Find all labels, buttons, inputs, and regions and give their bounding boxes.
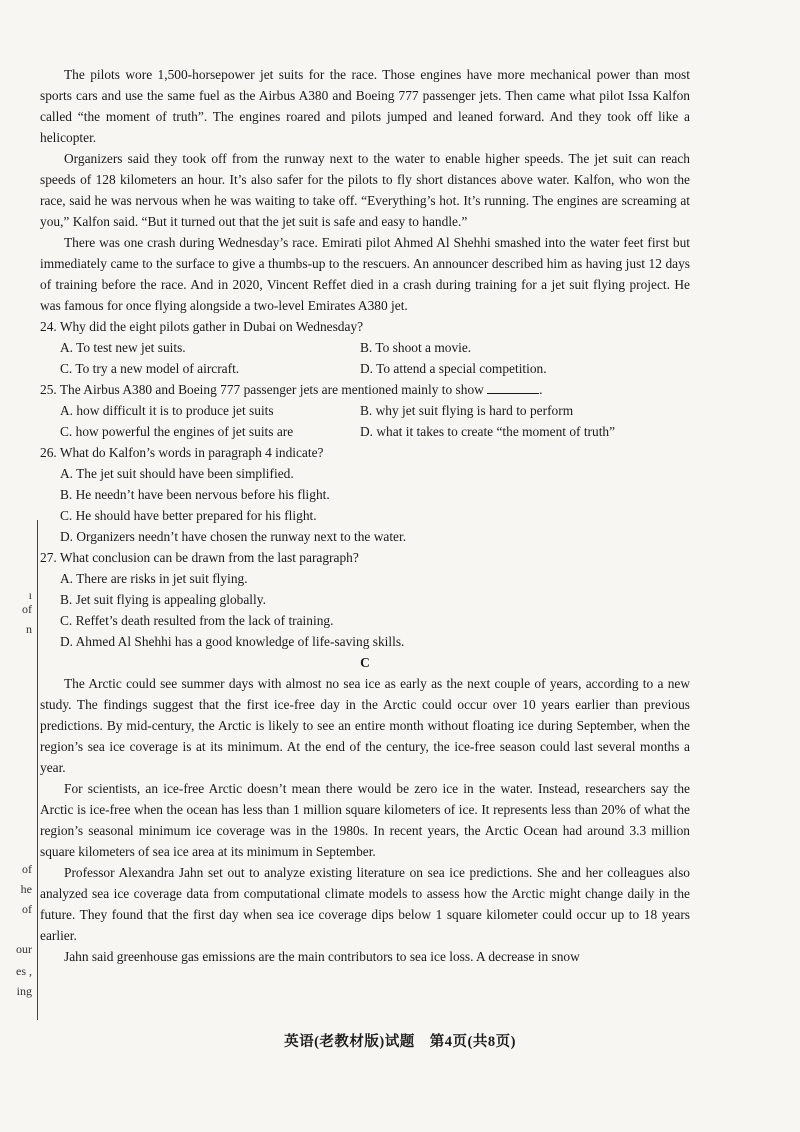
question-24 xyxy=(40,316,690,379)
option-a: A. To test new jet suits. xyxy=(60,340,186,355)
question-stem: 26. What do Kalfon’s words in paragraph 4 indicate? xyxy=(40,445,324,460)
passage-b-paragraph: The pilots wore 1,500-horsepower jet suits for the race. Those engines have more mechanical power than most sports cars and use the same fuel as the Airbus A380 and Boeing 777 passenger jets. Then came what pilot Issa Kalfon called “the moment of truth”. The engines roared and pilots jumped and leaned forward. And they took off like a helicopter. xyxy=(40,67,690,145)
section-c-title: C xyxy=(360,655,370,670)
option-a: A. how difficult it is to produce jet suits xyxy=(60,403,274,418)
option-d: D. Ahmed Al Shehhi has a good knowledge of life-saving skills. xyxy=(60,634,405,649)
passage-b-paragraph: Organizers said they took off from the runway next to the water to enable higher speeds. The jet suit can reach speeds of 128 kilometers an hour. It’s also safer for the pilots to fly short distances above water. Kalfon, who won the race, said he was nervous when he was waiting to take off. “Everything’s hot. It’s running. The engines are screaming at you,” Kalfon said. “But it turned out that the jet suit is safe and easy to handle.” xyxy=(40,151,690,229)
question-25 xyxy=(40,379,690,442)
margin-fragment: our xyxy=(16,942,32,956)
option-c: C. He should have better prepared for his flight. xyxy=(60,508,317,523)
page-footer: 英语(老教材版)试题 第4页(共8页) xyxy=(284,1034,516,1050)
option-c: C. To try a new model of aircraft. xyxy=(60,361,240,376)
margin-fragment: n xyxy=(26,622,32,636)
margin-fragment: ing xyxy=(16,984,32,998)
passage-c-paragraph: The Arctic could see summer days with almost no sea ice as early as the next couple of years, according to a new study. The findings suggest that the first ice-free day in the Arctic could occur over 10 years earlier than previous predictions. By mid-century, the Arctic is likely to see an entire month without floating ice during September, when the region’s sea ice coverage is at its minimum. At the end of the century, the ice-free season could last several months a year. xyxy=(40,676,690,775)
margin-fragment: es , xyxy=(16,964,32,978)
option-b: B. Jet suit flying is appealing globally. xyxy=(60,592,266,607)
question-27 xyxy=(40,547,690,652)
option-a: A. The jet suit should have been simplified. xyxy=(60,466,294,481)
option-d: D. Organizers needn’t have chosen the runway next to the water. xyxy=(60,529,407,544)
option-b: B. why jet suit flying is hard to perform xyxy=(360,403,574,418)
exam-content xyxy=(40,64,690,967)
answer-blank xyxy=(487,381,539,394)
question-26 xyxy=(40,442,690,547)
passage-b-paragraph: There was one crash during Wednesday’s race. Emirati pilot Ahmed Al Shehhi smashed into the water feet first but immediately came to the surface to give a thumbs-up to the rescuers. An announcer described him as having just 12 days of training before the race. And in 2020, Vincent Reffet died in a crash during training for a jet suit flying project. He was famous for once flying alongside a two-level Emirates A380 jet. xyxy=(40,235,690,313)
option-c: C. Reffet’s death resulted from the lack of training. xyxy=(60,613,334,628)
margin-fragment: of xyxy=(22,902,32,916)
option-c: C. how powerful the engines of jet suits are xyxy=(60,424,294,439)
option-d: D. To attend a special competition. xyxy=(360,361,547,376)
margin-fragment: he xyxy=(20,882,32,896)
passage-c-paragraph: Professor Alexandra Jahn set out to analyze existing literature on sea ice predictions. She and her colleagues also analyzed sea ice coverage data from computational climate models to assess how the Arctic might change daily in the future. They found that the first day when sea ice coverage dips below 1 square kilometer could occur up to 18 years earlier. xyxy=(40,865,690,943)
binding-margin-line xyxy=(37,520,38,1020)
option-b: B. To shoot a movie. xyxy=(360,340,472,355)
margin-fragment: of xyxy=(22,602,32,616)
passage-c-paragraph: Jahn said greenhouse gas emissions are the main contributors to sea ice loss. A decrease in snow xyxy=(64,949,580,964)
margin-fragment: ı xyxy=(28,588,32,602)
option-d: D. what it takes to create “the moment of truth” xyxy=(360,424,616,439)
option-a: A. There are risks in jet suit flying. xyxy=(60,571,248,586)
question-stem: 24. Why did the eight pilots gather in Dubai on Wednesday? xyxy=(40,319,364,334)
question-stem-end: . xyxy=(539,382,543,397)
question-stem xyxy=(40,379,690,400)
question-stem-text: 25. The Airbus A380 and Boeing 777 passenger jets are mentioned mainly to show xyxy=(40,382,484,397)
option-b: B. He needn’t have been nervous before his flight. xyxy=(60,487,330,502)
margin-fragment: of xyxy=(22,862,32,876)
question-stem: 27. What conclusion can be drawn from the last paragraph? xyxy=(40,550,359,565)
passage-c-paragraph: For scientists, an ice-free Arctic doesn’t mean there would be zero ice in the water. Instead, researchers say the Arctic is ice-free when the ocean has less than 1 million square kilometers of ice. It represents less than 20% of what the region’s seasonal minimum ice coverage was in the 1980s. In recent years, the Arctic Ocean had around 3.3 million square kilometers of sea ice area at its minimum in September. xyxy=(40,781,690,859)
